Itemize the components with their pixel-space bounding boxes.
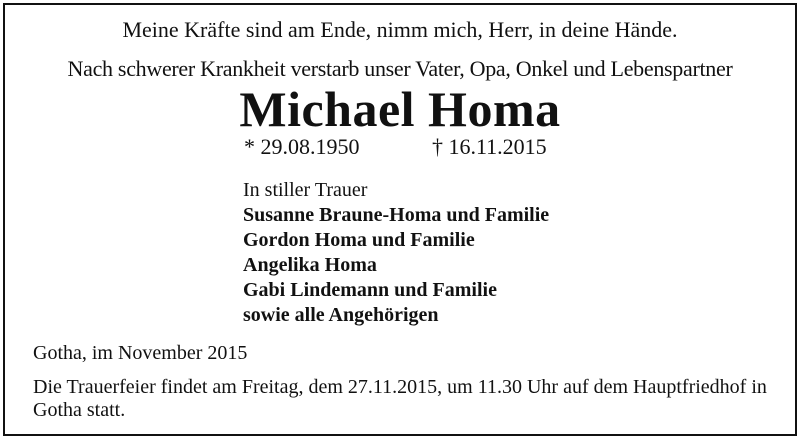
mourner-name: sowie alle Angehörigen [243,304,439,326]
service-info: Die Trauerfeier findet am Freitag, dem 27.11.2015, um 11.30 Uhr auf dem Hauptfriedhof in Gotha statt. [33,376,767,421]
death-date: † 16.11.2015 [432,134,547,159]
mourner-name: Gordon Homa und Familie [243,229,475,251]
verse-line: Meine Kräfte sind am Ende, nimm mich, Herr, in deine Hände. [122,17,678,42]
birth-date: * 29.08.1950 [244,134,360,159]
mourner-name: Angelika Homa [243,254,377,276]
deceased-name: Michael Homa [239,81,561,137]
place-date: Gotha, im November 2015 [33,342,248,364]
mourner-name: Susanne Braune-Homa und Familie [243,204,550,226]
mourning-intro: In stiller Trauer [243,179,368,201]
intro-line: Nach schwerer Krankheit verstarb unser Vater, Opa, Onkel und Lebenspartner [67,56,733,81]
mourner-name: Gabi Lindemann und Familie [243,279,497,301]
